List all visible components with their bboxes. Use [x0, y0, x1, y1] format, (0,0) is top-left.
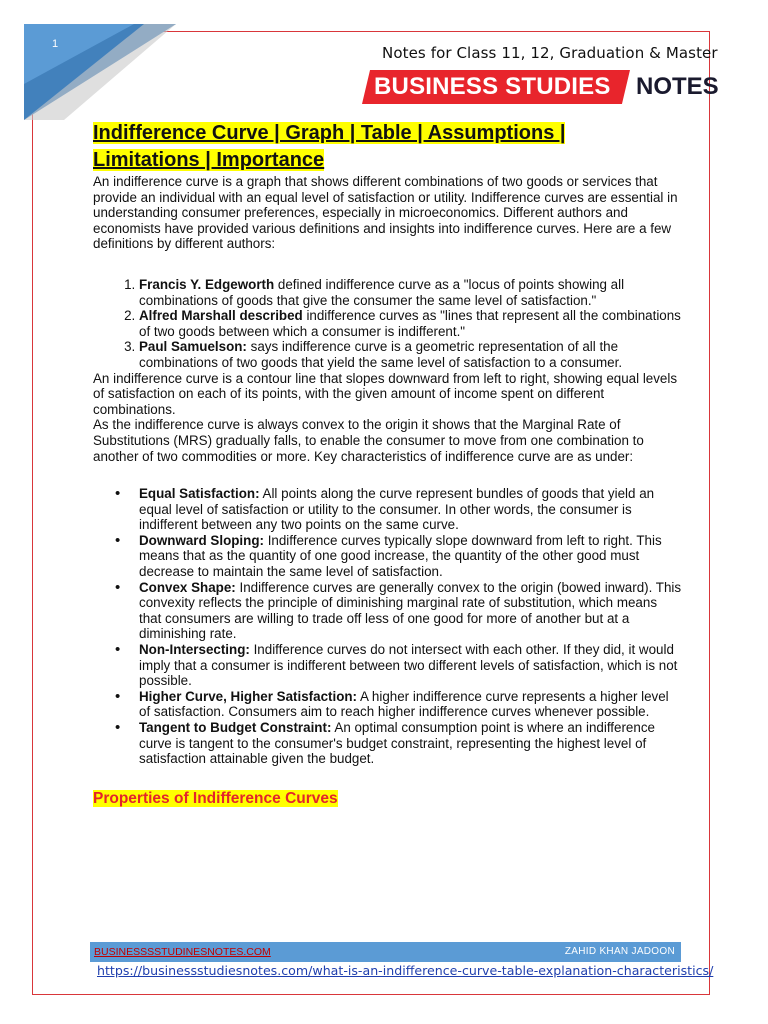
definition-item: 2. Alfred Marshall described indifference curves as "lines that represent all the combinations of two goods between which a consumer is indifferent." [139, 308, 683, 339]
footer-url-link[interactable]: https://businessstudiesnotes.com/what-is-an-indifference-curve-table-explanation-characteristics/ [97, 963, 714, 978]
characteristic-item: • Tangent to Budget Constraint: An optimal consumption point is where an indifference curve is tangent to the consumer's budget constraint, representing the highest level of satisfaction attainable given the budget. [139, 720, 683, 767]
characteristic-item: • Equal Satisfaction: All points along the curve represent bundles of goods that yield an equal level of satisfaction or utility to the consumer. In other words, the consumer is indifferent between any two points on the same curve. [139, 486, 683, 533]
mrs-paragraph: As the indifference curve is always convex to the origin it shows that the Marginal Rate of Substitutions (MRS) gradually falls, to enable the consumer to move from one combination to another of two commodities or more. Key characteristics of indifference curve are as under: [93, 417, 644, 464]
brand-primary: BUSINESS STUDIES [374, 73, 611, 100]
definitions-list [93, 277, 683, 371]
section-heading: Properties of Indifference Curves [93, 789, 338, 807]
intro-paragraph: An indifference curve is a graph that shows different combinations of two goods or services that provide an individual with an equal level of satisfaction or utility. Indifference curves are essential in understanding consumer preferences, especially in microeconomics. Different authors and economists have provided various definitions and insights into indifference curves. Here are a few definitions by different authors: [93, 174, 678, 252]
page-number: 1 [52, 38, 59, 50]
definition-item: 3. Paul Samuelson: says indifference curve is a geometric representation of all the combinations of two goods that yield the same level of satisfaction to a consumer. [139, 339, 683, 370]
footer-author: ZAHID KHAN JADOON [564, 946, 675, 957]
characteristics-list [93, 486, 683, 767]
characteristic-item: • Non-Intersecting: Indifference curves do not intersect with each other. If they did, it would imply that a consumer is indifferent between two different levels of satisfaction, which is not possible. [139, 642, 683, 689]
article-body [93, 120, 683, 808]
footer-site-link[interactable]: BUSINESSSSTUDINESNOTES.COM [94, 946, 271, 958]
characteristic-item: • Downward Sloping: Indifference curves typically slope downward from left to right. This means that as the quantity of one good increase, the quantity of the other good must decrease to maintain the same level of satisfaction. [139, 533, 683, 580]
corner-decoration [24, 24, 176, 120]
footer-bar [90, 942, 681, 962]
characteristic-item: • Convex Shape: Indifference curves are generally convex to the origin (bowed inward). This convexity reflects the principle of diminishing marginal rate of substitution, which means that consumers are willing to trade off less of one good for more of another but at a diminishing rate. [139, 580, 683, 642]
title-line-2: Limitations | Importance [93, 149, 325, 171]
definition-item: 1. Francis Y. Edgeworth defined indifference curve as a "locus of points showing all combinations of goods that give the consumer the same level of satisfaction." [139, 277, 683, 308]
page-title [93, 120, 683, 174]
header-tagline: Notes for Class 11, 12, Graduation & Master [382, 44, 718, 62]
contour-paragraph: An indifference curve is a contour line that slopes downward from left to right, showing equal levels of satisfaction on each of its points, with the given amount of income spent on different combinations. [93, 370, 678, 417]
title-line-1: Indifference Curve | Graph | Table | Assumptions | [93, 122, 566, 144]
brand-secondary: NOTES [636, 73, 719, 100]
characteristic-item: • Higher Curve, Higher Satisfaction: A higher indifference curve represents a higher level of satisfaction. Consumers aim to reach higher indifference curves whenever possible. [139, 689, 683, 720]
